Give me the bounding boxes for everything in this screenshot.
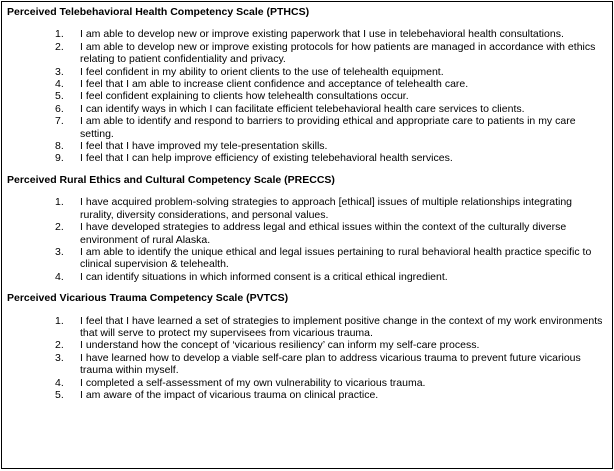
- section-title: Perceived Telebehavioral Health Competency Scale (PTHCS): [7, 6, 310, 18]
- list-item: [7, 66, 606, 78]
- item-number: 5.: [55, 90, 64, 103]
- item-number: 8.: [55, 140, 64, 153]
- item-number: 4.: [55, 78, 64, 91]
- item-list: [7, 196, 606, 283]
- list-item: [7, 152, 606, 164]
- list-item: [7, 196, 606, 221]
- item-number: 1.: [55, 314, 64, 327]
- item-text: I feel that I am able to increase client confidence and acceptance of telehealth care.: [80, 78, 469, 91]
- section-title: Perceived Vicarious Trauma Competency Scale (PVTCS): [7, 292, 289, 305]
- item-text: I completed a self-assessment of my own vulnerability to vicarious trauma.: [80, 376, 426, 389]
- competency-scales-document: [1, 1, 613, 469]
- item-text: I can identify ways in which I can facilitate efficient telebehavioral health care services to clients.: [80, 102, 525, 115]
- list-item: [7, 103, 606, 115]
- section-pvtcs: [7, 292, 606, 401]
- item-text: I can identify situations in which informed consent is a critical ethical ingredient.: [80, 270, 448, 283]
- item-text: I feel confident in my ability to orient clients to the use of telehealth equipment.: [80, 65, 444, 78]
- list-item: [7, 271, 606, 283]
- list-item: [7, 41, 606, 66]
- item-number: 1.: [55, 28, 64, 41]
- item-number: 2.: [55, 339, 64, 352]
- item-list: [7, 28, 606, 164]
- item-number: 2.: [55, 40, 64, 53]
- item-text: I have learned how to develop a viable self-care plan to address vicarious trauma to prevent future vicarious trauma within myself.: [80, 351, 581, 377]
- item-number: 6.: [55, 102, 64, 115]
- item-text: I have developed strategies to address legal and ethical issues within the context of the culturally diverse environment of rural Alaska.: [80, 221, 567, 246]
- item-text: I have acquired problem-solving strategies to approach [ethical] issues of multiple relationships integrating rurality, diversity considerations, and personal values.: [80, 196, 573, 221]
- list-item: [7, 115, 606, 140]
- list-item: [7, 221, 606, 246]
- list-item: [7, 140, 606, 152]
- item-number: 2.: [55, 221, 64, 234]
- list-item: [7, 246, 606, 271]
- list-item: [7, 352, 606, 377]
- item-number: 3.: [55, 351, 64, 364]
- list-item: [7, 28, 606, 40]
- item-number: 1.: [55, 196, 64, 209]
- item-list: [7, 315, 606, 402]
- list-item: [7, 315, 606, 340]
- list-item: [7, 389, 606, 401]
- section-pthcs: [7, 6, 606, 165]
- item-text: I am able to identify and respond to barriers to providing ethical and appropriate care to patients in my care setting.: [80, 115, 576, 140]
- item-number: 5.: [55, 388, 64, 401]
- item-number: 7.: [55, 115, 64, 128]
- item-text: I am able to develop new or improve existing paperwork that I use in telebehavioral health consultations.: [80, 28, 564, 41]
- list-item: [7, 78, 606, 90]
- item-text: I feel that I can help improve efficiency of existing telebehavioral health services.: [80, 152, 453, 165]
- item-text: I feel that I have learned a set of strategies to implement positive change in the context of my work environments that will serve to protect my supervisees from vicarious trauma.: [80, 314, 603, 339]
- item-text: I am aware of the impact of vicarious trauma on clinical practice.: [80, 388, 379, 401]
- section-preccs: [7, 174, 606, 283]
- item-number: 3.: [55, 245, 64, 258]
- item-text: I understand how the concept of ‘vicarious resiliency’ can inform my self-care process.: [80, 339, 480, 352]
- list-item: [7, 90, 606, 102]
- section-title: Perceived Rural Ethics and Cultural Competency Scale (PRECCS): [7, 173, 335, 186]
- item-number: 4.: [55, 376, 64, 389]
- list-item: [7, 377, 606, 389]
- list-item: [7, 339, 606, 351]
- item-text: I am able to identify the unique ethical and legal issues pertaining to rural behavioral health practice specific to clinical supervision & telehealth.: [80, 245, 592, 271]
- item-number: 9.: [55, 152, 64, 165]
- item-number: 3.: [55, 65, 64, 78]
- item-text: I feel confident explaining to clients how telehealth consultations occur.: [80, 90, 409, 103]
- item-number: 4.: [55, 270, 64, 283]
- item-text: I feel that I have improved my tele-presentation skills.: [80, 140, 328, 153]
- item-text: I am able to develop new or improve existing protocols for how patients are managed in accordance with ethics relating to patient confidentiality and privacy.: [80, 40, 596, 66]
